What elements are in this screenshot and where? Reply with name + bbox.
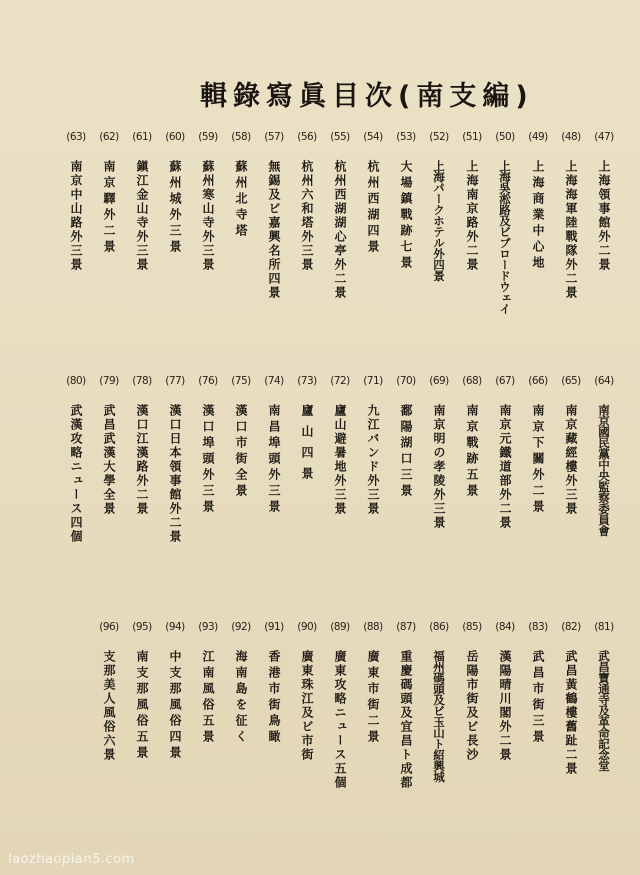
entry-caption: 九江バンド外三景 [366,404,380,516]
entry-caption: 廣東市街二景 [366,650,380,746]
entry-number: (85) [462,621,482,633]
entry-caption: 香港市街鳥瞰 [267,650,281,746]
entry-number: (47) [594,131,614,143]
entry-caption: 武昌寶通寺及革命記念堂 [597,650,611,771]
contents-entry [457,372,487,500]
entry-caption: 上海海軍陸戰隊外二景 [564,160,578,300]
contents-entry [424,128,454,281]
contents-entry [94,618,124,762]
entry-caption: 南京明の孝陵外三景 [432,404,446,530]
entry-caption: 漢口日本領事館外二景 [168,404,182,544]
entry-number: (67) [495,375,515,387]
entry-caption: 南昌埠頭外三景 [267,404,281,516]
contents-entry [127,618,157,762]
contents-entry [556,372,586,516]
entry-caption: 南京驛外二景 [102,160,116,256]
entry-number: (66) [528,375,548,387]
contents-entry [259,618,289,746]
entry-number: (94) [165,621,185,633]
contents-entry [358,618,388,746]
contents-entry [424,372,454,530]
entry-caption: 重慶碼頭及宜昌ト成都 [399,650,413,790]
entry-caption: 上海南京路外二景 [465,160,479,272]
page-title: 輯錄寫眞目次(南支編) [200,81,534,112]
entry-caption: 蘇州寒山寺外三景 [201,160,215,272]
entry-caption: 福州碼頭及ビ玉山ト紹興城 [432,650,446,782]
entry-caption: 廬山避暑地外三景 [333,404,347,516]
entry-number: (95) [132,621,152,633]
entry-caption: 漢口市街全景 [234,404,248,500]
contents-entry [556,128,586,300]
entry-caption: 蘇州城外三景 [168,160,182,256]
entry-caption: 漢陽晴川閣外二景 [498,650,512,762]
contents-entry [424,618,454,782]
entry-number: (69) [429,375,449,387]
contents-entry [589,618,619,771]
entry-caption: 武昌武漢大學全景 [102,404,116,516]
entry-number: (70) [396,375,416,387]
entry-caption: 海南島を征く [234,650,248,746]
contents-entry [490,372,520,530]
entry-caption: 支那美人風俗六景 [102,650,116,762]
contents-entry [292,372,322,488]
contents-entry [193,128,223,272]
contents-entry [523,618,553,746]
entry-caption: 南京藏經樓外三景 [564,404,578,516]
entry-number: (51) [462,131,482,143]
entry-caption: 上海領事館外二景 [597,160,611,272]
entry-number: (71) [363,375,383,387]
entry-number: (58) [231,131,251,143]
entry-caption: 武昌市街三景 [531,650,545,746]
entry-number: (63) [66,131,86,143]
entry-number: (60) [165,131,185,143]
contents-entry [457,618,487,762]
entry-caption: 廣東珠江及ビ市街 [300,650,314,762]
entry-number: (73) [297,375,317,387]
contents-entry [193,372,223,516]
entry-number: (65) [561,375,581,387]
contents-entry [127,128,157,272]
contents-entry [457,128,487,272]
entry-caption: 鄱陽湖口三景 [399,404,413,500]
entry-number: (76) [198,375,218,387]
entry-caption: 南京中山路外三景 [69,160,83,272]
entry-number: (52) [429,131,449,143]
entry-caption: 杭州六和塔外三景 [300,160,314,272]
entry-number: (77) [165,375,185,387]
contents-entry [391,372,421,500]
entry-caption: 武昌黃鶴樓舊趾二景 [564,650,578,776]
contents-entry [589,128,619,272]
contents-entry [226,372,256,500]
entry-caption: 漢口江漢路外二景 [135,404,149,516]
entry-number: (83) [528,621,548,633]
contents-entry [94,372,124,516]
contents-entry [523,372,553,516]
contents-entry [61,128,91,272]
entry-number: (93) [198,621,218,633]
contents-entry [490,128,520,314]
entry-number: (53) [396,131,416,143]
entry-caption: 無錫及ビ嘉興名所四景 [267,160,281,300]
contents-entry [61,372,91,544]
entry-caption: 南京元鐵道部外二景 [498,404,512,530]
entry-number: (79) [99,375,119,387]
entry-caption: 中支那風俗四景 [168,650,182,762]
entry-caption: 杭州西湖湖心亭外二景 [333,160,347,300]
entry-caption: 蘇州北寺塔 [234,160,248,240]
entry-number: (56) [297,131,317,143]
entry-number: (61) [132,131,152,143]
entry-number: (80) [66,375,86,387]
contents-entry [160,618,190,762]
entry-caption: 南京戰跡五景 [465,404,479,500]
contents-entry [226,618,256,746]
contents-entry [358,128,388,256]
entry-number: (75) [231,375,251,387]
contents-entry [259,128,289,300]
contents-entry [160,128,190,256]
entry-number: (88) [363,621,383,633]
entry-caption: 漢口埠頭外三景 [201,404,215,516]
entry-number: (50) [495,131,515,143]
contents-entry [325,372,355,516]
entry-number: (90) [297,621,317,633]
site-watermark: laozhaopian5.com [8,852,135,867]
entry-number: (59) [198,131,218,143]
contents-entry [490,618,520,762]
entry-caption: 鎭江金山寺外三景 [135,160,149,272]
contents-entry [358,372,388,516]
entry-number: (72) [330,375,350,387]
entry-number: (96) [99,621,119,633]
contents-entry [292,618,322,762]
entry-caption: 江南風俗五景 [201,650,215,746]
entry-number: (55) [330,131,350,143]
entry-caption: 杭州西湖四景 [366,160,380,256]
entry-caption: 岳陽市街及ビ長沙 [465,650,479,762]
contents-entry [556,618,586,776]
contents-entry [325,128,355,300]
contents-entry [226,128,256,240]
entry-number: (91) [264,621,284,633]
entry-number: (78) [132,375,152,387]
entry-number: (86) [429,621,449,633]
entry-caption: 南京下關外二景 [531,404,545,516]
entry-caption: 上海商業中心地 [531,160,545,272]
entry-caption: 上海パークホテル外四景 [432,160,446,281]
entry-number: (62) [99,131,119,143]
entry-number: (48) [561,131,581,143]
entry-number: (82) [561,621,581,633]
entry-number: (89) [330,621,350,633]
entry-caption: 上海吳淞路及ビブロードウェイ [498,160,512,314]
entry-number: (81) [594,621,614,633]
contents-entry [391,128,421,272]
contents-entry [193,618,223,746]
contents-entry [94,128,124,256]
entry-caption: 廣東攻略ニュース五個 [333,650,347,790]
contents-entry [160,372,190,544]
contents-entry [259,372,289,516]
entry-number: (92) [231,621,251,633]
entry-number: (68) [462,375,482,387]
contents-entry [127,372,157,516]
contents-entry [589,372,619,536]
contents-entry [325,618,355,790]
entry-caption: 南京國民黨中央監察委員會 [597,404,611,536]
entry-number: (87) [396,621,416,633]
entry-number: (54) [363,131,383,143]
entry-caption: 武漢攻略ニュース四個 [69,404,83,544]
entry-caption: 大場鎮戰跡七景 [399,160,413,272]
entry-number: (49) [528,131,548,143]
entry-caption: 南支那風俗五景 [135,650,149,762]
entry-number: (64) [594,375,614,387]
contents-entry [292,128,322,272]
entry-number: (74) [264,375,284,387]
entry-number: (57) [264,131,284,143]
contents-entry [391,618,421,790]
entry-number: (84) [495,621,515,633]
entry-caption: 廬山四景 [300,404,314,488]
contents-entry [523,128,553,272]
